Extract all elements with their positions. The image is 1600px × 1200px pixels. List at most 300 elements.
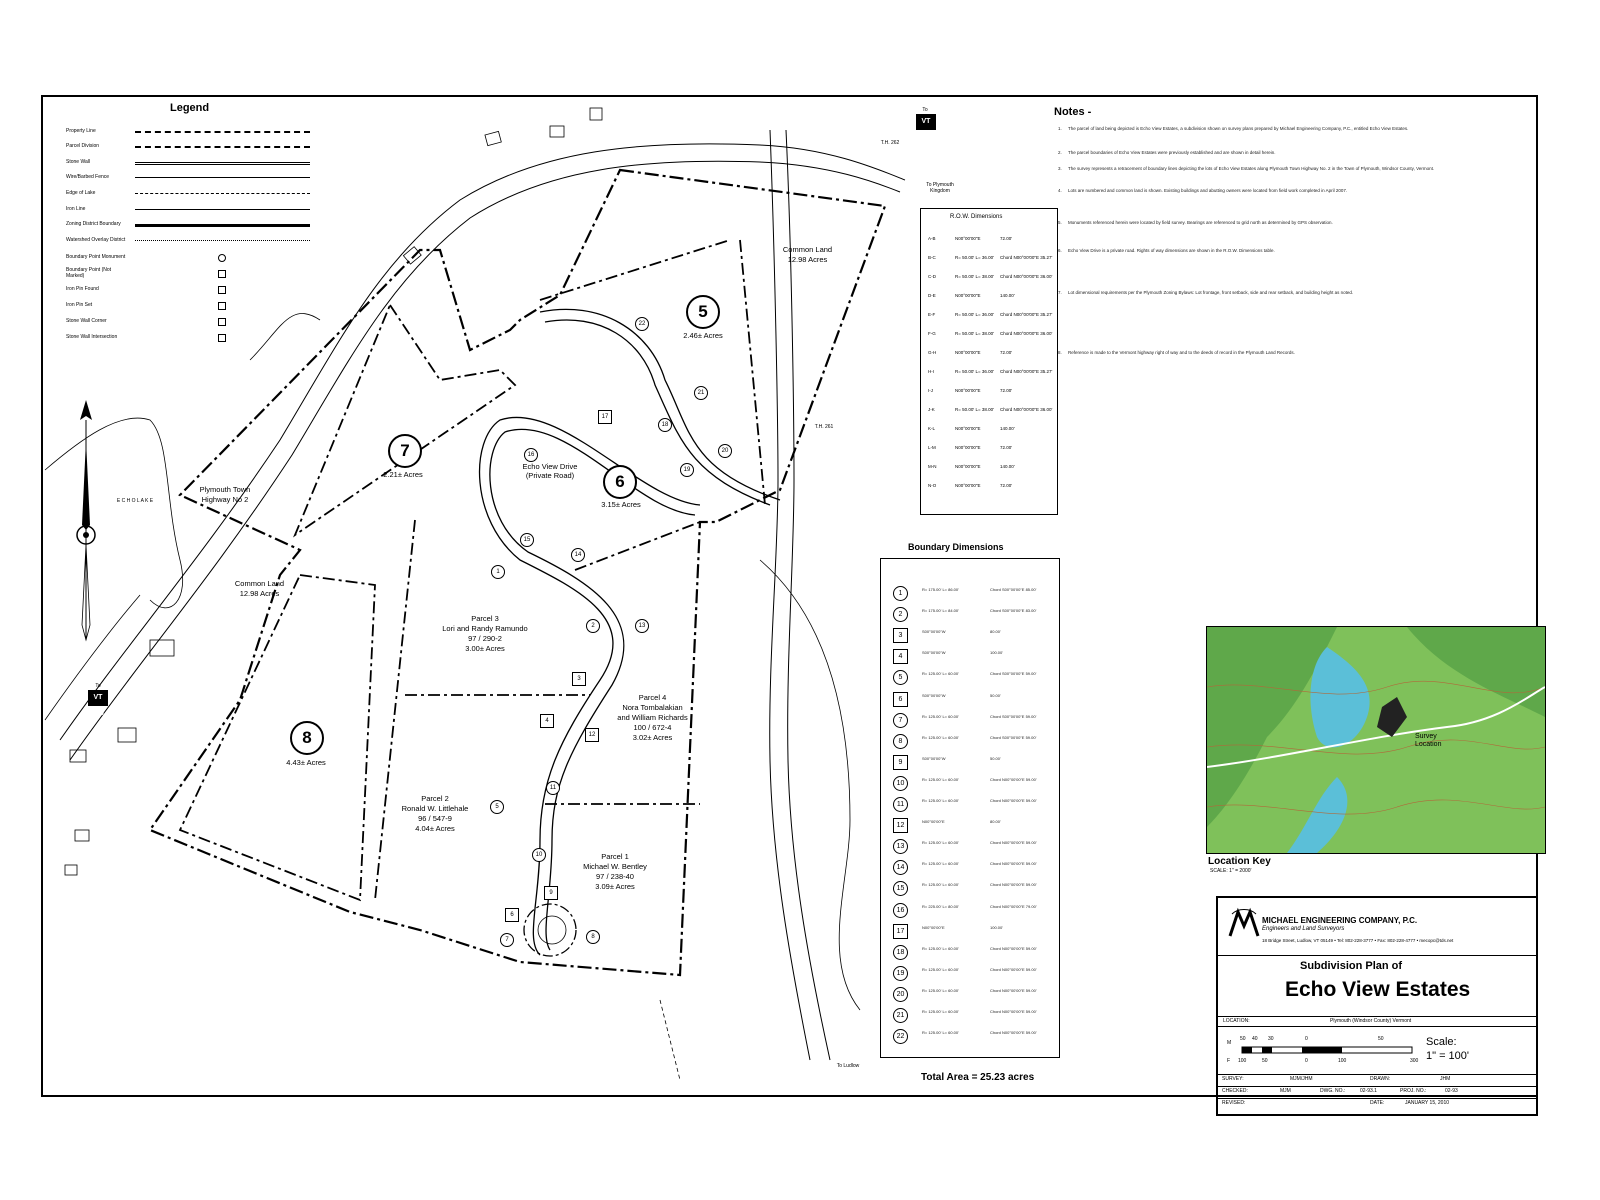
boundary-id: 21	[893, 1008, 908, 1023]
legend-row	[66, 268, 128, 278]
scale-tick-m: 40	[1252, 1036, 1258, 1042]
legend-label: Boundary Point Monument	[66, 254, 126, 260]
plan-label: Subdivision Plan of	[1300, 960, 1403, 972]
row-cell-d: R= 50.00' L= 38.00'	[955, 407, 994, 412]
curve-marker: 12	[585, 728, 599, 742]
scale-tick-f: 0	[1305, 1058, 1308, 1064]
boundary-text: R= 125.00' L= 60.00'	[922, 945, 959, 951]
note-number: 1.	[1058, 126, 1062, 131]
boundary-id: 7	[893, 713, 908, 728]
legend-row	[66, 126, 128, 136]
company-address: 18 Bridge Street, Ludlow, VT 05149 • Tel: 802-228-3777 • Fax: 802-228-4777 • mecopc@tds.net	[1262, 938, 1454, 943]
boundary-text: R= 125.00' L= 60.00'	[922, 1009, 959, 1014]
parcel-2-ref: 96 / 547-9	[418, 814, 452, 823]
curve-marker: 5	[490, 800, 504, 814]
surveyed-label: SURVEY:	[1222, 1076, 1244, 1082]
boundary-id: 20	[893, 987, 908, 1002]
boundary-text: S00°00'00"W	[922, 629, 946, 635]
row-cell-id: I-J	[928, 388, 933, 393]
note-item	[1058, 248, 1498, 254]
location-key-scale: SCALE: 1" = 2000'	[1210, 868, 1252, 874]
common-land-north-name: Common Land	[782, 245, 833, 254]
boundary-text: R= 125.00' L= 60.00'	[922, 987, 959, 993]
scale-tick-f: 100	[1338, 1058, 1347, 1064]
legend-symbol	[218, 254, 226, 262]
legend-label: Wire/Barbed Fence	[66, 174, 110, 180]
boundary-text-2: 50.00'	[990, 692, 1001, 698]
house-icon	[75, 830, 89, 841]
parcel-division-line-a	[375, 520, 415, 900]
note-item	[1058, 188, 1498, 194]
curve-marker: 8	[586, 930, 600, 944]
checked-label: CHECKED:	[1222, 1088, 1248, 1094]
parcel-3-acres: 3.00± Acres	[465, 644, 505, 653]
legend-row	[66, 157, 128, 167]
boundary-id: 9	[893, 755, 908, 770]
drawn-label: DRAWN:	[1370, 1076, 1391, 1082]
row-cell-l: 72.00'	[1000, 236, 1013, 241]
date-label: DATE:	[1370, 1100, 1385, 1106]
house-icon	[590, 108, 602, 120]
row-cell-id: F-G	[928, 331, 936, 336]
boundary-text-2: Chord S00°00'00"E 83.00'	[990, 608, 1037, 614]
company-name: MICHAEL ENGINEERING COMPANY, P.C.	[1262, 916, 1418, 925]
curve-marker: 6	[505, 908, 519, 922]
drawn-value: JHM	[1440, 1076, 1451, 1082]
curve-marker: 13	[635, 619, 649, 633]
curve-marker: 22	[635, 317, 649, 331]
parcel-1-ref: 97 / 238-40	[596, 872, 634, 881]
legend-symbol	[218, 286, 226, 294]
boundary-id: 2	[893, 607, 908, 622]
row-cell-d: N00°00'00"E	[955, 236, 981, 241]
curve-marker: 15	[520, 533, 534, 547]
tb-divider	[1218, 1026, 1536, 1027]
note-number: 2.	[1058, 150, 1062, 155]
scale-tick-m: 30	[1268, 1036, 1274, 1042]
scale-tick-m: 50	[1240, 1036, 1246, 1042]
boundary-id: 12	[893, 818, 908, 833]
legend-row	[66, 188, 128, 198]
parcel-4-acres: 3.02± Acres	[632, 733, 673, 742]
boundary-text-2: Chord N00°00'00"E 59.00'	[990, 840, 1037, 846]
th261-label: T.H. 261	[814, 424, 834, 430]
note-item	[1058, 126, 1498, 132]
boundary-id: 4	[893, 649, 908, 664]
scale-tick-f: 100	[1238, 1058, 1247, 1064]
legend-row	[66, 252, 128, 262]
row-cell-l: 140.00'	[1000, 426, 1015, 431]
row-cell-d: R= 50.00' L= 38.00'	[955, 331, 994, 336]
parcel-8-acres: 4.43± Acres	[286, 758, 326, 767]
to-plymouth-label-2: Kingdom	[930, 188, 950, 194]
notes-title: Notes -	[1054, 106, 1092, 118]
th261-west-edge	[770, 130, 810, 1060]
boundary-text: S00°00'00"W	[922, 755, 946, 761]
to-north-label: To	[922, 107, 928, 113]
boundary-text: R= 125.00' L= 60.00'	[922, 966, 959, 972]
lake-shoreline	[45, 418, 183, 608]
survey-location-label: Survey	[1415, 733, 1437, 740]
scale-unit-f: F	[1227, 1058, 1231, 1064]
legend-symbol	[135, 209, 310, 210]
parcel-2-title: Parcel 2	[421, 794, 449, 803]
parcel-6-number: 6	[603, 465, 637, 499]
parcel-6-acres: 3.15± Acres	[601, 500, 641, 509]
boundary-text-2: Chord N00°00'00"E 59.00'	[990, 882, 1037, 888]
company-logo-icon	[1228, 906, 1260, 938]
curve-marker: 3	[572, 672, 586, 686]
total-area: Total Area = 25.23 acres	[921, 1072, 1035, 1083]
boundary-text-2: Chord N00°00'00"E 59.00'	[990, 861, 1037, 867]
tb-divider	[1218, 1098, 1536, 1099]
stream-east	[760, 560, 860, 1010]
boundary-id: 22	[893, 1029, 908, 1044]
boundary-id: 1	[893, 586, 908, 601]
boundary-text-2: Chord N00°00'00"E 59.00'	[990, 776, 1037, 782]
row-cell-l: 140.00'	[1000, 293, 1015, 298]
dwg-value: 02-93.1	[1360, 1088, 1377, 1094]
legend-title: Legend	[170, 102, 210, 114]
parcel-2-owner: Ronald W. Littlehale	[401, 804, 469, 813]
row-cell-d: N00°00'00"E	[955, 426, 981, 431]
legend-row	[66, 300, 128, 310]
note-number: 7.	[1058, 290, 1062, 295]
parcel-division-8	[180, 575, 375, 900]
note-text: The parcel of land being depicted is Echo View Estates, a subdivision shown on survey plans prepared by Michael Engineering Company, P.C., entitled Echo View Estates.	[1068, 126, 1409, 131]
parcel-1-owner: Michael W. Bentley	[583, 862, 647, 871]
route-100-shield-west: VT 100	[88, 690, 108, 706]
note-number: 3.	[1058, 166, 1062, 171]
legend-label: Edge of Lake	[66, 190, 96, 196]
row-cell-d: N00°00'00"E	[955, 464, 981, 469]
boundary-id: 19	[893, 966, 908, 981]
common-land-west-name: Common Land	[234, 579, 285, 588]
north-arrow-icon	[77, 400, 95, 640]
plymouth-highway-label-2: Highway No 2	[201, 495, 249, 504]
parcel-4-title: Parcel 4	[638, 693, 667, 702]
note-item	[1058, 290, 1498, 296]
curve-marker: 17	[598, 410, 612, 424]
tb-divider	[1218, 1016, 1536, 1017]
curve-marker: 16	[524, 448, 538, 462]
company-subtitle: Engineers and Land Surveyors	[1262, 926, 1345, 932]
tb-divider	[1218, 1074, 1536, 1075]
parcel-1-title: Parcel 1	[601, 852, 629, 861]
legend-label: Boundary Point (Not Marked)	[66, 267, 112, 279]
legend-label: Property Line	[66, 128, 96, 134]
note-text: Monuments referenced herein were located by field survey. Bearings are referenced to grid north as determined by GPS observation.	[1068, 220, 1333, 225]
curve-marker: 1	[491, 565, 505, 579]
boundary-id: 14	[893, 860, 908, 875]
road-name: Echo View Drive	[522, 462, 578, 471]
legend-row	[66, 141, 128, 151]
cul-de-sac	[524, 904, 576, 956]
scale-tick-m: 0	[1305, 1036, 1308, 1042]
note-text: Lot dimensional requirements per the Plymouth Zoning Bylaws: Lot frontage, front setback, side and rear setback, and building height as noted.	[1068, 290, 1354, 295]
boundary-id: 16	[893, 903, 908, 918]
house-icon	[485, 131, 501, 145]
legend-label: Parcel Division	[66, 143, 100, 149]
note-number: 4.	[1058, 188, 1062, 193]
legend-symbol	[135, 193, 310, 194]
boundary-id: 17	[893, 924, 908, 939]
location-label: LOCATION:	[1223, 1018, 1250, 1024]
boundary-id: 15	[893, 881, 908, 896]
boundary-text: R= 125.00' L= 60.00'	[922, 713, 959, 719]
note-text: Lots are numbered and common land is shown. Existing buildings and abutting owners were located from field work completed in April 2007.	[1068, 188, 1348, 193]
boundary-text-2: Chord N00°00'00"E 59.00'	[990, 798, 1037, 803]
legend-label: Zoning District Boundary	[66, 221, 121, 227]
route-100-shield-north: VT 100	[916, 114, 936, 130]
curve-marker: 14	[571, 548, 585, 562]
boundary-text-2: 100.00'	[990, 924, 1003, 930]
row-cell-id: D-E	[928, 293, 936, 298]
note-item	[1058, 220, 1498, 226]
row-cell-id: A-B	[928, 236, 936, 241]
legend-label: Iron Line	[66, 206, 86, 212]
row-cell-id: E-F	[928, 312, 936, 317]
row-cell-d: R= 50.00' L= 38.00'	[955, 274, 994, 279]
project-name: Echo View Estates	[1285, 978, 1471, 1001]
to-ludlow-label: To Ludlow	[836, 1063, 860, 1069]
parcel-3-owner: Lori and Randy Ramundo	[442, 624, 528, 633]
boundary-text-2: Chord N00°00'00"E 59.00'	[990, 966, 1037, 972]
legend-symbol	[135, 177, 310, 178]
boundary-text: S00°00'00"W	[922, 692, 946, 698]
proj-label: PROJ. NO.:	[1400, 1088, 1427, 1094]
row-cell-d: N00°00'00"E	[955, 350, 981, 355]
boundary-text-2: Chord N00°00'00"E 59.00'	[990, 945, 1037, 951]
row-cell-id: B-C	[928, 255, 936, 260]
legend-symbol	[135, 146, 310, 148]
boundary-text: S00°00'00"W	[922, 650, 946, 656]
legend-symbol	[135, 131, 310, 133]
parcel-8-number: 8	[290, 721, 324, 755]
th262-label: T.H. 262	[880, 140, 900, 146]
boundary-id: 6	[893, 692, 908, 707]
parcel-division-7	[295, 305, 515, 535]
parcel-division-line-f	[540, 240, 730, 300]
curve-marker: 7	[500, 933, 514, 947]
boundary-text-2: 80.00'	[990, 819, 1001, 825]
row-cell-id: J-K	[928, 407, 935, 412]
boundary-text-2: 100.00'	[990, 650, 1003, 656]
curve-marker: 21	[694, 386, 708, 400]
plymouth-highway-label: Plymouth Town	[199, 485, 251, 494]
note-number: 6.	[1058, 248, 1062, 253]
house-icon	[150, 640, 174, 656]
boundary-text-2: Chord S00°00'00"E 59.00'	[990, 734, 1037, 740]
boundary-text-2: Chord S00°00'00"E 85.00'	[990, 587, 1037, 592]
legend-symbol	[135, 162, 310, 165]
row-cell-l: Chord N00°00'00"E 35.27'	[1000, 369, 1053, 374]
row-cell-d: N00°00'00"E	[955, 293, 981, 298]
scale-value: 1" = 100'	[1426, 1050, 1470, 1062]
legend-row	[66, 219, 128, 229]
legend-label: Stone Wall Intersection	[66, 334, 118, 340]
boundary-text-2: Chord S00°00'00"E 59.00'	[990, 671, 1037, 677]
row-cell-id: N-O	[928, 483, 937, 488]
parcel-7-acres: 2.21± Acres	[383, 470, 423, 479]
boundary-id: 5	[893, 670, 908, 685]
boundary-id: 18	[893, 945, 908, 960]
boundary-text: R= 125.00' L= 60.00'	[922, 861, 959, 867]
cul-de-sac-inner	[538, 916, 566, 944]
road-to-ludlow	[660, 1000, 680, 1080]
row-cell-id: K-L	[928, 426, 936, 431]
legend-row	[66, 172, 128, 182]
note-number: 8.	[1058, 350, 1062, 355]
legend-row	[66, 284, 128, 294]
road-subtitle: (Private Road)	[525, 471, 575, 480]
row-cell-id: G-H	[928, 350, 937, 355]
common-land-north-acres: 12.98 Acres	[787, 255, 828, 264]
stream-west	[250, 314, 320, 360]
echo-lake-label: E C H O L A K E	[116, 498, 154, 504]
location-key-label: Location Key	[1208, 856, 1271, 867]
legend-row	[66, 316, 128, 326]
legend-symbol	[218, 318, 226, 326]
tb-divider	[1218, 955, 1536, 956]
tb-divider	[1218, 1086, 1536, 1087]
boundary-text-2: 80.00'	[990, 629, 1001, 635]
common-land-west-acres: 12.98 Acres	[239, 589, 280, 598]
surveyed-value: MJM/JHM	[1290, 1076, 1313, 1082]
scale-label: Scale:	[1426, 1036, 1457, 1048]
row-cell-d: N00°00'00"E	[955, 483, 981, 488]
boundary-text-2: 50.00'	[990, 755, 1001, 761]
boundary-text: R= 175.00' L= 86.00'	[922, 587, 959, 592]
row-cell-l: Chord N00°00'00"E 36.00'	[1000, 407, 1053, 412]
row-cell-l: 140.00'	[1000, 464, 1015, 469]
location-key-map	[1206, 626, 1546, 854]
row-dimensions-title: R.O.W. Dimensions	[950, 214, 1003, 220]
boundary-text: R= 125.00' L= 60.00'	[922, 840, 959, 846]
parcel-5-acres: 2.46± Acres	[683, 331, 723, 340]
location-key-topo	[1207, 627, 1545, 853]
curve-marker: 9	[544, 886, 558, 900]
boundary-text: N00°00'00"E	[922, 819, 945, 825]
scale-tick-m: 50	[1378, 1036, 1384, 1042]
note-item	[1058, 350, 1498, 356]
house-icon	[550, 126, 564, 137]
boundary-text-2: Chord N00°00'00"E 59.00'	[990, 1009, 1037, 1014]
legend-label: Watershed Overlay District	[66, 237, 126, 243]
boundary-text: R= 125.00' L= 60.00'	[922, 798, 959, 803]
parcel-4-owner: Nora Tombalakian	[622, 703, 683, 712]
parcel-3-title: Parcel 3	[471, 614, 499, 623]
note-text: Echo View Drive is a private road. Rights of way dimensions are shown in the R.O.W. Dimensions table.	[1068, 248, 1275, 253]
scale-unit-m: M	[1227, 1040, 1232, 1046]
checked-value: MJM	[1280, 1088, 1291, 1094]
row-cell-d: R= 50.00' L= 36.00'	[955, 312, 994, 317]
row-cell-l: Chord N00°00'00"E 36.00'	[1000, 331, 1053, 336]
boundary-text: R= 225.00' L= 80.00'	[922, 903, 959, 909]
graphic-scale-bar	[1232, 1034, 1422, 1066]
boundary-id: 10	[893, 776, 908, 791]
curve-marker: 10	[532, 848, 546, 862]
row-cell-l: 72.00'	[1000, 445, 1013, 450]
parcel-4-ref: 100 / 672-4	[633, 723, 672, 732]
curve-marker: 11	[546, 781, 560, 795]
boundary-text: R= 125.00' L= 60.00'	[922, 776, 959, 782]
note-item	[1058, 150, 1498, 156]
legend-symbol	[135, 240, 310, 241]
location-value: Plymouth (Windsor County) Vermont	[1330, 1018, 1412, 1024]
legend-symbol	[218, 334, 226, 342]
boundary-id: 8	[893, 734, 908, 749]
boundary-id: 3	[893, 628, 908, 643]
row-cell-d: N00°00'00"E	[955, 445, 981, 450]
house-icon	[118, 728, 136, 742]
row-cell-id: H-I	[928, 369, 934, 374]
survey-location-label-2: Location	[1415, 741, 1442, 748]
boundary-text-2: Chord N00°00'00"E 59.00'	[990, 1030, 1037, 1036]
row-cell-l: 72.00'	[1000, 350, 1013, 355]
note-number: 5.	[1058, 220, 1062, 225]
boundary-text: R= 175.00' L= 84.00'	[922, 608, 959, 614]
legend-label: Iron Pin Set	[66, 302, 93, 308]
curve-marker: 4	[540, 714, 554, 728]
boundary-text: R= 125.00' L= 60.00'	[922, 671, 959, 677]
parcel-1-acres: 3.09± Acres	[595, 882, 635, 891]
row-cell-id: L-M	[928, 445, 936, 450]
to-west-label: To	[95, 683, 101, 689]
parcel-3-ref: 97 / 290-2	[468, 634, 502, 643]
note-text: Reference is made to the Vermont highway right of way and to the deeds of record in the Plymouth Land Records.	[1068, 350, 1295, 355]
row-cell-d: R= 50.00' L= 36.00'	[955, 255, 994, 260]
legend-symbol	[218, 302, 226, 310]
note-text: The survey represents a retracement of boundary lines depicting the lots of Echo View Estates along Plymouth Town Highway No. 2 in the Town of Plymouth, Windsor County, Vermont.	[1068, 166, 1435, 171]
date-value: JANUARY 15, 2010	[1405, 1100, 1450, 1106]
legend-row	[66, 235, 128, 245]
boundary-text-2: Chord S00°00'00"E 59.00'	[990, 713, 1037, 719]
legend-row	[66, 332, 128, 342]
legend-row	[66, 204, 128, 214]
boundary-id: 11	[893, 797, 908, 812]
curve-marker: 2	[586, 619, 600, 633]
legend-symbol	[218, 270, 226, 278]
legend-label: Iron Pin Found	[66, 286, 99, 292]
row-cell-l: Chord N00°00'00"E 35.27'	[1000, 312, 1053, 317]
note-text: The parcel boundaries of Echo View Estates were previously established and are shown in detail herein.	[1068, 150, 1276, 155]
legend-label: Stone Wall	[66, 159, 90, 165]
boundary-text: N00°00'00"E	[922, 924, 945, 930]
legend-symbol	[135, 224, 310, 227]
boundary-dimensions-title: Boundary Dimensions	[908, 542, 1004, 552]
scale-tick-f: 50	[1262, 1058, 1268, 1064]
parcel-division-line-d	[575, 522, 700, 570]
row-cell-id: C-D	[928, 274, 936, 279]
boundary-text-2: Chord N00°00'00"E 79.00'	[990, 903, 1037, 909]
proj-value: 02-93	[1445, 1088, 1458, 1094]
revised-label: REVISED:	[1222, 1100, 1246, 1106]
row-cell-id: M-N	[928, 464, 937, 469]
row-cell-l: Chord N00°00'00"E 35.27'	[1000, 255, 1053, 260]
to-plymouth-label: To Plymouth	[926, 182, 954, 188]
scale-tick-f: 300	[1410, 1058, 1419, 1064]
boundary-text: R= 125.00' L= 60.00'	[922, 734, 959, 740]
row-cell-d: R= 50.00' L= 36.00'	[955, 369, 994, 374]
curve-marker: 19	[680, 463, 694, 477]
parcel-7-number: 7	[388, 434, 422, 468]
boundary-text: R= 125.00' L= 60.00'	[922, 1030, 959, 1036]
boundary-text: R= 125.00' L= 60.00'	[922, 882, 959, 888]
boundary-text-2: Chord N00°00'00"E 59.00'	[990, 987, 1037, 993]
curve-marker: 18	[658, 418, 672, 432]
row-cell-l: Chord N00°00'00"E 36.00'	[1000, 274, 1053, 279]
